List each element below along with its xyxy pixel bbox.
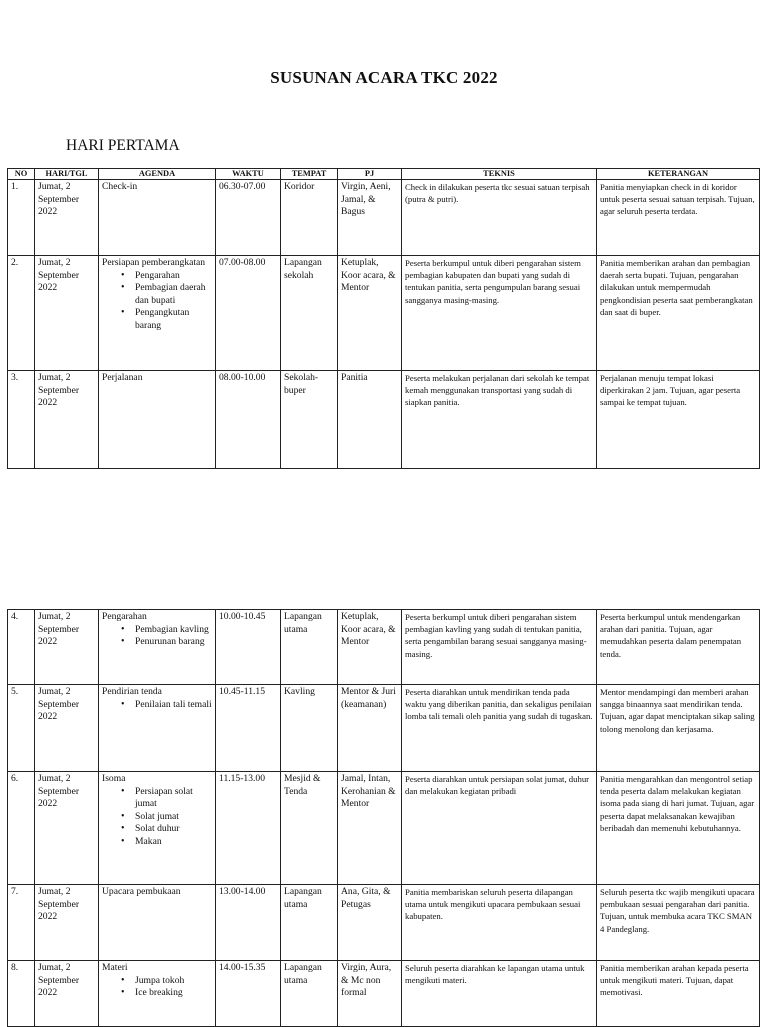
column-header: NO	[8, 169, 35, 180]
row-day: Jumat, 2 September 2022	[35, 772, 99, 885]
row-day: Jumat, 2 September 2022	[35, 885, 99, 961]
row-teknis: Seluruh peserta diarahkan ke lapangan utama untuk mengikuti materi.	[402, 961, 597, 1027]
row-pj: Jamal, Intan, Kerohanian & Mentor	[338, 772, 402, 885]
column-header: TEMPAT	[281, 169, 338, 180]
agenda-title: Upacara pembukaan	[102, 886, 181, 897]
column-header: AGENDA	[99, 169, 216, 180]
table-row	[8, 961, 760, 1027]
row-pj: Mentor & Juri (keamanan)	[338, 685, 402, 772]
table-row	[8, 371, 760, 469]
table-row	[8, 772, 760, 885]
row-keterangan: Panitia menyiapkan check in di koridor untuk peserta sesuai satuan terpisah. Tujuan, agar seluruh peserta terdata.	[597, 180, 760, 256]
agenda-subitem: • Penilaian tali temali	[135, 699, 212, 712]
row-number: 5.	[8, 685, 35, 772]
row-number: 4.	[8, 610, 35, 685]
column-header: TEKNIS	[402, 169, 597, 180]
day-heading: HARI PERTAMA	[66, 137, 180, 154]
row-time: 11.15-13.00	[216, 772, 281, 885]
row-pj: Ana, Gita, & Petugas	[338, 885, 402, 961]
agenda-subitem: • Ice breaking	[135, 987, 212, 1000]
agenda-title: Pendirian tenda	[102, 686, 162, 697]
row-number: 6.	[8, 772, 35, 885]
row-day: Jumat, 2 September 2022	[35, 610, 99, 685]
schedule-table-first	[7, 168, 760, 469]
agenda-subitem: • Pengarahan	[135, 270, 212, 283]
row-place: Lapangan utama	[281, 961, 338, 1027]
row-pj: Panitia	[338, 371, 402, 469]
row-number: 7.	[8, 885, 35, 961]
row-keterangan: Panitia memberikan arahan kepada peserta untuk mengikuti materi. Tujuan, dapat memotivasi.	[597, 961, 760, 1027]
row-keterangan: Mentor mendampingi dan memberi arahan sangga binaannya saat mendirikan tenda. Tujuan, agar dapat menciptakan sikap saling tolong menolong dan kerjasama.	[597, 685, 760, 772]
agenda-subitem: • Solat jumat	[135, 811, 212, 824]
row-agenda	[99, 371, 216, 469]
row-keterangan: Peserta berkumpul untuk mendengarkan arahan dari panitia. Tujuan, agar memudahkan peserta dalam penempatan tenda.	[597, 610, 760, 685]
table-row	[8, 610, 760, 685]
table-row	[8, 180, 760, 256]
column-header: HARI/TGL	[35, 169, 99, 180]
row-day: Jumat, 2 September 2022	[35, 180, 99, 256]
agenda-subitem: • Pengangkutan barang	[135, 307, 212, 332]
row-day: Jumat, 2 September 2022	[35, 256, 99, 371]
agenda-sublist	[102, 786, 212, 849]
row-place: Mesjid & Tenda	[281, 772, 338, 885]
agenda-sublist	[102, 270, 212, 333]
table-row	[8, 885, 760, 961]
agenda-subitem: • Makan	[135, 836, 212, 849]
agenda-title: Isoma	[102, 773, 126, 784]
agenda-subitem: • Pembagian kavling	[135, 624, 212, 637]
row-pj: Ketuplak, Koor acara, & Mentor	[338, 610, 402, 685]
row-time: 14.00-15.35	[216, 961, 281, 1027]
agenda-title: Pengarahan	[102, 611, 147, 622]
table-row	[8, 685, 760, 772]
row-day: Jumat, 2 September 2022	[35, 371, 99, 469]
row-place: Koridor	[281, 180, 338, 256]
row-time: 10.45-11.15	[216, 685, 281, 772]
column-header: PJ	[338, 169, 402, 180]
table-header-row	[8, 169, 760, 180]
row-teknis: Peserta melakukan perjalanan dari sekolah ke tempat kemah menggunakan transportasi yang sudah di siapkan panitia.	[402, 371, 597, 469]
row-agenda	[99, 610, 216, 685]
row-keterangan: Panitia mengarahkan dan mengontrol setiap tenda peserta dalam melakukan kegiatan isoma pada siang di hari jumat. Tujuan, agar peserta dapat melaksanakan kewajiban beribadah dan memenuhi kebutuhannya.	[597, 772, 760, 885]
row-time: 06.30-07.00	[216, 180, 281, 256]
row-agenda	[99, 685, 216, 772]
row-day: Jumat, 2 September 2022	[35, 685, 99, 772]
agenda-sublist	[102, 624, 212, 649]
row-agenda	[99, 961, 216, 1027]
row-number: 3.	[8, 371, 35, 469]
row-day: Jumat, 2 September 2022	[35, 961, 99, 1027]
row-agenda	[99, 885, 216, 961]
row-agenda	[99, 256, 216, 371]
row-place: Lapangan utama	[281, 885, 338, 961]
row-place: Lapangan utama	[281, 610, 338, 685]
row-keterangan: Seluruh peserta tkc wajib mengikuti upacara pembukaan sesuai pengarahan dari panitia. Tujuan, untuk membuka acara TKC SMAN 4 Pandeglang.	[597, 885, 760, 961]
row-number: 1.	[8, 180, 35, 256]
agenda-title: Persiapan pemberangkatan	[102, 257, 206, 268]
row-agenda	[99, 180, 216, 256]
row-pj: Ketuplak, Koor acara, & Mentor	[338, 256, 402, 371]
agenda-subitem: • Pembagian daerah dan bupati	[135, 282, 212, 307]
row-number: 2.	[8, 256, 35, 371]
row-pj: Virgin, Aura, & Mc non formal	[338, 961, 402, 1027]
column-header: WAKTU	[216, 169, 281, 180]
row-teknis: Check in dilakukan peserta tkc sesuai satuan terpisah (putra & putri).	[402, 180, 597, 256]
agenda-sublist	[102, 699, 212, 712]
row-pj: Virgin, Aeni, Jamal, & Bagus	[338, 180, 402, 256]
document-title: SUSUNAN ACARA TKC 2022	[270, 68, 498, 87]
row-time: 13.00-14.00	[216, 885, 281, 961]
row-agenda	[99, 772, 216, 885]
row-time: 08.00-10.00	[216, 371, 281, 469]
row-time: 07.00-08.00	[216, 256, 281, 371]
agenda-sublist	[102, 975, 212, 1000]
table-row	[8, 256, 760, 371]
row-keterangan: Perjalanan menuju tempat lokasi diperkirakan 2 jam. Tujuan, agar peserta sampai ke tempat tujuan.	[597, 371, 760, 469]
row-teknis: Peserta berkumpl untuk diberi pengarahan sistem pembagian kavling yang sudah di tentukan panitia, serta pengambilan barang sesuai sangganya masing-masing.	[402, 610, 597, 685]
row-place: Kavling	[281, 685, 338, 772]
row-time: 10.00-10.45	[216, 610, 281, 685]
row-number: 8.	[8, 961, 35, 1027]
agenda-title: Check-in	[102, 181, 138, 192]
row-teknis: Peserta berkumpul untuk diberi pengarahan sistem pembagian kabupaten dan bupati yang sudah di tentukan panitia, serta pengumpulan barang sesuai sangganya masing-masing.	[402, 256, 597, 371]
schedule-table-continued	[7, 609, 760, 1027]
agenda-subitem: • Persiapan solat jumat	[135, 786, 212, 811]
row-place: Sekolah-buper	[281, 371, 338, 469]
agenda-title: Materi	[102, 962, 128, 973]
agenda-subitem: • Solat duhur	[135, 823, 212, 836]
agenda-subitem: • Jumpa tokoh	[135, 975, 212, 988]
row-teknis: Panitia membariskan seluruh peserta dilapangan utama untuk mengikuti upacara pembukaan sesuai kabupaten.	[402, 885, 597, 961]
agenda-title: Perjalanan	[102, 372, 143, 383]
row-keterangan: Panitia memberikan arahan dan pembagian daerah serta bupati. Tujuan, pengarahan dilakukan untuk mempermudah pengkondisian peserta saat pemberangkatan dan saat di buper.	[597, 256, 760, 371]
agenda-subitem: • Penurunan barang	[135, 636, 212, 649]
row-place: Lapangan sekolah	[281, 256, 338, 371]
row-teknis: Peserta diarahkan untuk mendirikan tenda pada waktu yang diberikan panitia, dan sekaligus penilaian lomba tali temali oleh panitia yang sudah di tugaskan.	[402, 685, 597, 772]
row-teknis: Peserta diarahkan untuk persiapan solat jumat, duhur dan melakukan kegiatan pribadi	[402, 772, 597, 885]
column-header: KETERANGAN	[597, 169, 760, 180]
